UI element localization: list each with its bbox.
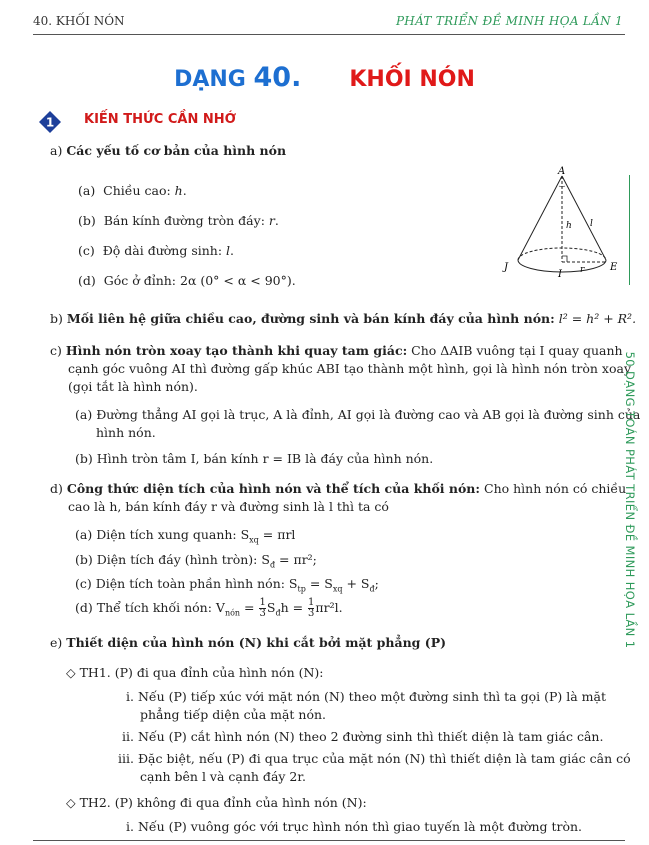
list-item: ii. Nếu (P) cắt hình nón (N) theo 2 đường sinh thì thiết diện là tam giác cân. — [122, 729, 604, 744]
case-th1: ◇ TH1. (P) đi qua đỉnh của hình nón (N): — [66, 665, 324, 680]
item-b-label: b) — [50, 311, 63, 326]
item-b-formula: l² = h² + R². — [558, 311, 637, 326]
item-c-heading: c) Hình nón tròn xoay tạo thành khi quay tam giác: Cho ΔAIB vuông tại I quay quanh — [50, 343, 623, 358]
section-title: KIẾN THỨC CẦN NHỚ — [84, 112, 236, 127]
header-book-title: PHÁT TRIỂN ĐỀ MINH HỌA LẦN 1 — [395, 14, 623, 28]
list-item: (c) Diện tích toàn phần hình nón: $S_{tp} = S_{xq} + S_đ$; — [75, 576, 379, 594]
label-I: I — [558, 269, 562, 280]
item-d-text: cao là h, bán kính đáy r và đường sinh là l thì ta có — [68, 499, 389, 514]
item-d-heading: d) Công thức diện tích của hình nón và thể tích của khối nón: Cho hình nón có chiều — [50, 481, 627, 496]
list-item-cont: cạnh bên l và cạnh đáy 2r. — [140, 769, 306, 784]
item-e-heading: e) Thiết diện của hình nón (N) khi cắt bởi mặt phẳng (P) — [50, 635, 447, 650]
label-r: r — [580, 265, 585, 275]
label-E: E — [610, 262, 618, 273]
header-divider — [33, 34, 625, 35]
item-a-title: Các yếu tố cơ bản của hình nón — [66, 143, 287, 158]
list-item: (c) Độ dài đường sinh: l. — [78, 243, 235, 258]
list-item: i. Nếu (P) tiếp xúc với mặt nón (N) theo một đường sinh thì ta gọi (P) là mặt — [126, 689, 606, 704]
list-item: (a) Chiều cao: h. — [78, 183, 187, 198]
title-word: DẠNG — [174, 67, 246, 92]
item-a-heading — [50, 142, 286, 160]
side-label-text: 50 DẠNG TOÁN PHÁT TRIỂN ĐỀ MINH HỌA LẦN 1 — [623, 351, 637, 649]
list-item: (b) Hình tròn tâm I, bán kính r = IB là đáy của hình nón. — [75, 451, 434, 466]
item-b-title: Mối liên hệ giữa chiều cao, đường sinh và bán kính đáy của hình nón: — [66, 311, 555, 326]
list-item: (d) Góc ở đỉnh: 2α (0° < α < 90°). — [78, 273, 296, 288]
case-th2: ◇ TH2. (P) không đi qua đỉnh của hình nón (N): — [66, 795, 367, 810]
list-item: iii. Đặc biệt, nếu (P) đi qua trục của mặt nón (N) thì thiết diện là tam giác cân có — [118, 751, 631, 766]
list-item: (b) Diện tích đáy (hình tròn): $S_đ = \pi r^2$; — [75, 552, 317, 570]
list-item: (a) Diện tích xung quanh: $S_{xq} = \pi rl$ — [75, 527, 296, 545]
footer-divider — [33, 840, 625, 841]
list-item: i. Nếu (P) vuông góc với trục hình nón thì giao tuyến là một đường tròn. — [126, 819, 583, 834]
list-item: (d) Thể tích khối nón: $V_{nón}$ = $\frac{1}{3}$ $S_đh$ = $\frac{1}{3}$ πr²l. — [75, 597, 343, 619]
fraction: $\frac{1}{3}$ — [308, 597, 315, 619]
item-a-label: a) — [50, 143, 63, 158]
title-topic: KHỐI NÓN — [349, 67, 475, 92]
cone-diagram — [500, 162, 625, 280]
title-type — [174, 62, 302, 93]
label-A: A — [558, 166, 566, 177]
label-l: l — [590, 219, 593, 229]
side-label — [610, 170, 649, 830]
label-h: h — [566, 221, 572, 231]
section-number: 1 — [45, 115, 55, 130]
list-item-cont: hình nón. — [96, 425, 156, 440]
label-left: J — [504, 262, 509, 273]
item-c-text: cạnh góc vuông AI thì đường gấp khúc ABI tạo thành một hình, gọi là hình nón tròn xoay — [68, 361, 632, 376]
page-title — [0, 62, 649, 93]
list-item: (b) Bán kính đường tròn đáy: r. — [78, 213, 279, 228]
item-c-text: (gọi tắt là hình nón). — [68, 379, 198, 394]
fraction: $\frac{1}{3}$ — [259, 597, 266, 619]
list-item: (a) Đường thẳng AI gọi là trục, A là đỉnh, AI gọi là đường cao và AB gọi là đường sinh của — [75, 407, 641, 422]
item-b — [50, 310, 636, 328]
title-number: 40. — [253, 62, 302, 93]
section-number-icon — [39, 111, 61, 133]
header-chapter: 40. KHỐI NÓN — [33, 14, 125, 28]
list-item-cont: phẳng tiếp diện của mặt nón. — [140, 707, 327, 722]
